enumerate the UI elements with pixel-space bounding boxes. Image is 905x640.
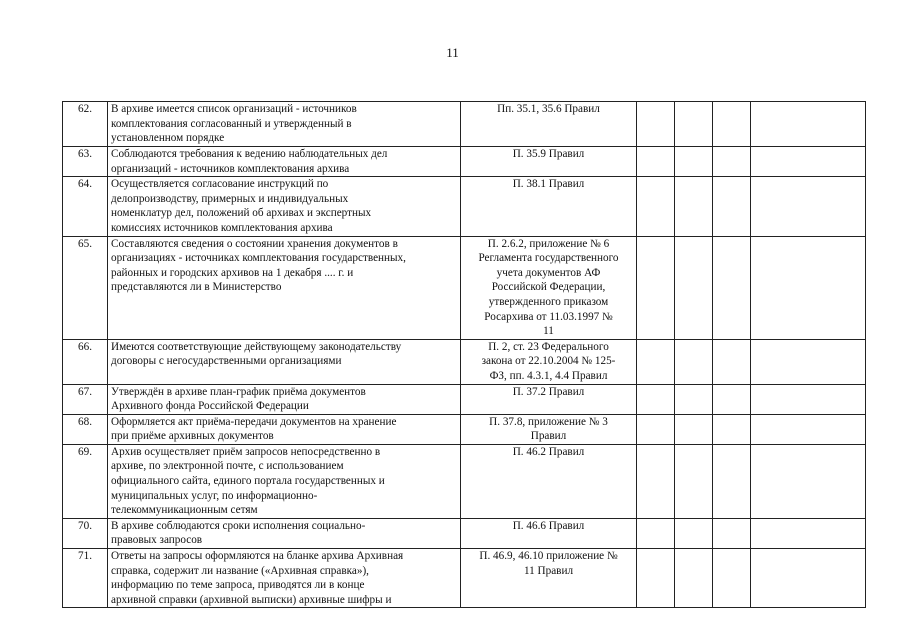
checklist-rows	[63, 102, 866, 608]
table-row	[63, 549, 866, 608]
row-reference: П. 2, ст. 23 Федерального закона от 22.10.2004 № 125- ФЗ, пп. 4.3.1, 4.4 Правил	[461, 339, 637, 384]
row-number: 71.	[63, 549, 108, 608]
row-empty-cell	[751, 147, 866, 177]
page-number: 11	[446, 45, 459, 60]
row-empty-cell	[675, 414, 713, 444]
row-empty-cell	[751, 444, 866, 518]
row-reference: П. 46.9, 46.10 приложение № 11 Правил	[461, 549, 637, 608]
row-empty-cell	[675, 384, 713, 414]
row-reference: П. 35.9 Правил	[461, 147, 637, 177]
row-number: 63.	[63, 147, 108, 177]
row-empty-cell	[713, 414, 751, 444]
row-empty-cell	[713, 444, 751, 518]
row-empty-cell	[675, 177, 713, 236]
row-empty-cell	[637, 549, 675, 608]
row-empty-cell	[713, 147, 751, 177]
row-empty-cell	[637, 102, 675, 147]
row-empty-cell	[637, 177, 675, 236]
table-row	[63, 518, 866, 548]
table-row	[63, 444, 866, 518]
row-empty-cell	[713, 102, 751, 147]
row-empty-cell	[675, 339, 713, 384]
table-row	[63, 102, 866, 147]
row-description: Ответы на запросы оформляются на бланке архива Архивная справка, содержит ли название («Архивная справка»), информацию по теме запроса, приводятся ли в конце архивной справки (архивной выписки) архивные шифры и	[108, 549, 461, 608]
row-empty-cell	[751, 339, 866, 384]
row-description: В архиве соблюдаются сроки исполнения социально- правовых запросов	[108, 518, 461, 548]
row-description: В архиве имеется список организаций - источников комплектования согласованный и утвержденный в установленном порядке	[108, 102, 461, 147]
row-description: Составляются сведения о состоянии хранения документов в организациях - источниках комплектования государственных, районных и городских архивов на 1 декабря .... г. и представляются ли в Министерство	[108, 236, 461, 339]
row-empty-cell	[637, 518, 675, 548]
row-description: Оформляется акт приёма-передачи документов на хранение при приёме архивных документов	[108, 414, 461, 444]
row-empty-cell	[713, 339, 751, 384]
row-empty-cell	[637, 339, 675, 384]
row-empty-cell	[713, 384, 751, 414]
row-empty-cell	[675, 444, 713, 518]
row-empty-cell	[637, 236, 675, 339]
row-empty-cell	[675, 549, 713, 608]
row-empty-cell	[713, 236, 751, 339]
row-empty-cell	[713, 177, 751, 236]
row-reference: П. 46.2 Правил	[461, 444, 637, 518]
row-description: Утверждён в архиве план-график приёма документов Архивного фонда Российской Федерации	[108, 384, 461, 414]
row-empty-cell	[637, 444, 675, 518]
row-empty-cell	[675, 236, 713, 339]
row-reference: П. 37.8, приложение № 3 Правил	[461, 414, 637, 444]
row-number: 68.	[63, 414, 108, 444]
row-number: 64.	[63, 177, 108, 236]
table-row	[63, 236, 866, 339]
row-reference: Пп. 35.1, 35.6 Правил	[461, 102, 637, 147]
row-empty-cell	[751, 236, 866, 339]
row-reference: П. 38.1 Правил	[461, 177, 637, 236]
table-row	[63, 147, 866, 177]
table-row	[63, 414, 866, 444]
row-empty-cell	[675, 518, 713, 548]
row-description: Имеются соответствующие действующему законодательству договоры с негосударственными организациями	[108, 339, 461, 384]
row-number: 67.	[63, 384, 108, 414]
row-empty-cell	[751, 177, 866, 236]
table-row	[63, 384, 866, 414]
row-empty-cell	[713, 549, 751, 608]
row-number: 69.	[63, 444, 108, 518]
row-empty-cell	[637, 147, 675, 177]
row-empty-cell	[751, 518, 866, 548]
table-row	[63, 177, 866, 236]
row-empty-cell	[751, 102, 866, 147]
row-empty-cell	[713, 518, 751, 548]
row-empty-cell	[751, 414, 866, 444]
table-row	[63, 339, 866, 384]
row-reference: П. 37.2 Правил	[461, 384, 637, 414]
row-description: Архив осуществляет приём запросов непосредственно в архиве, по электронной почте, с использованием официального сайта, единого портала государственных и муниципальных услуг, по информационно- телекоммуникационным сетям	[108, 444, 461, 518]
row-empty-cell	[675, 102, 713, 147]
row-empty-cell	[675, 147, 713, 177]
row-description: Соблюдаются требования к ведению наблюдательных дел организаций - источников комплектования архива	[108, 147, 461, 177]
checklist-table	[62, 101, 866, 608]
row-description: Осуществляется согласование инструкций по делопроизводству, примерных и индивидуальных номенклатур дел, положений об архивах и экспертных комиссиях источников комплектования архива	[108, 177, 461, 236]
row-reference: П. 2.6.2, приложение № 6 Регламента государственного учета документов АФ Российской Федерации, утвержденного приказом Росархива от 11.03.1997 № 11	[461, 236, 637, 339]
row-empty-cell	[751, 384, 866, 414]
row-empty-cell	[637, 414, 675, 444]
row-empty-cell	[637, 384, 675, 414]
row-number: 70.	[63, 518, 108, 548]
row-empty-cell	[751, 549, 866, 608]
row-number: 62.	[63, 102, 108, 147]
row-number: 66.	[63, 339, 108, 384]
row-reference: П. 46.6 Правил	[461, 518, 637, 548]
row-number: 65.	[63, 236, 108, 339]
